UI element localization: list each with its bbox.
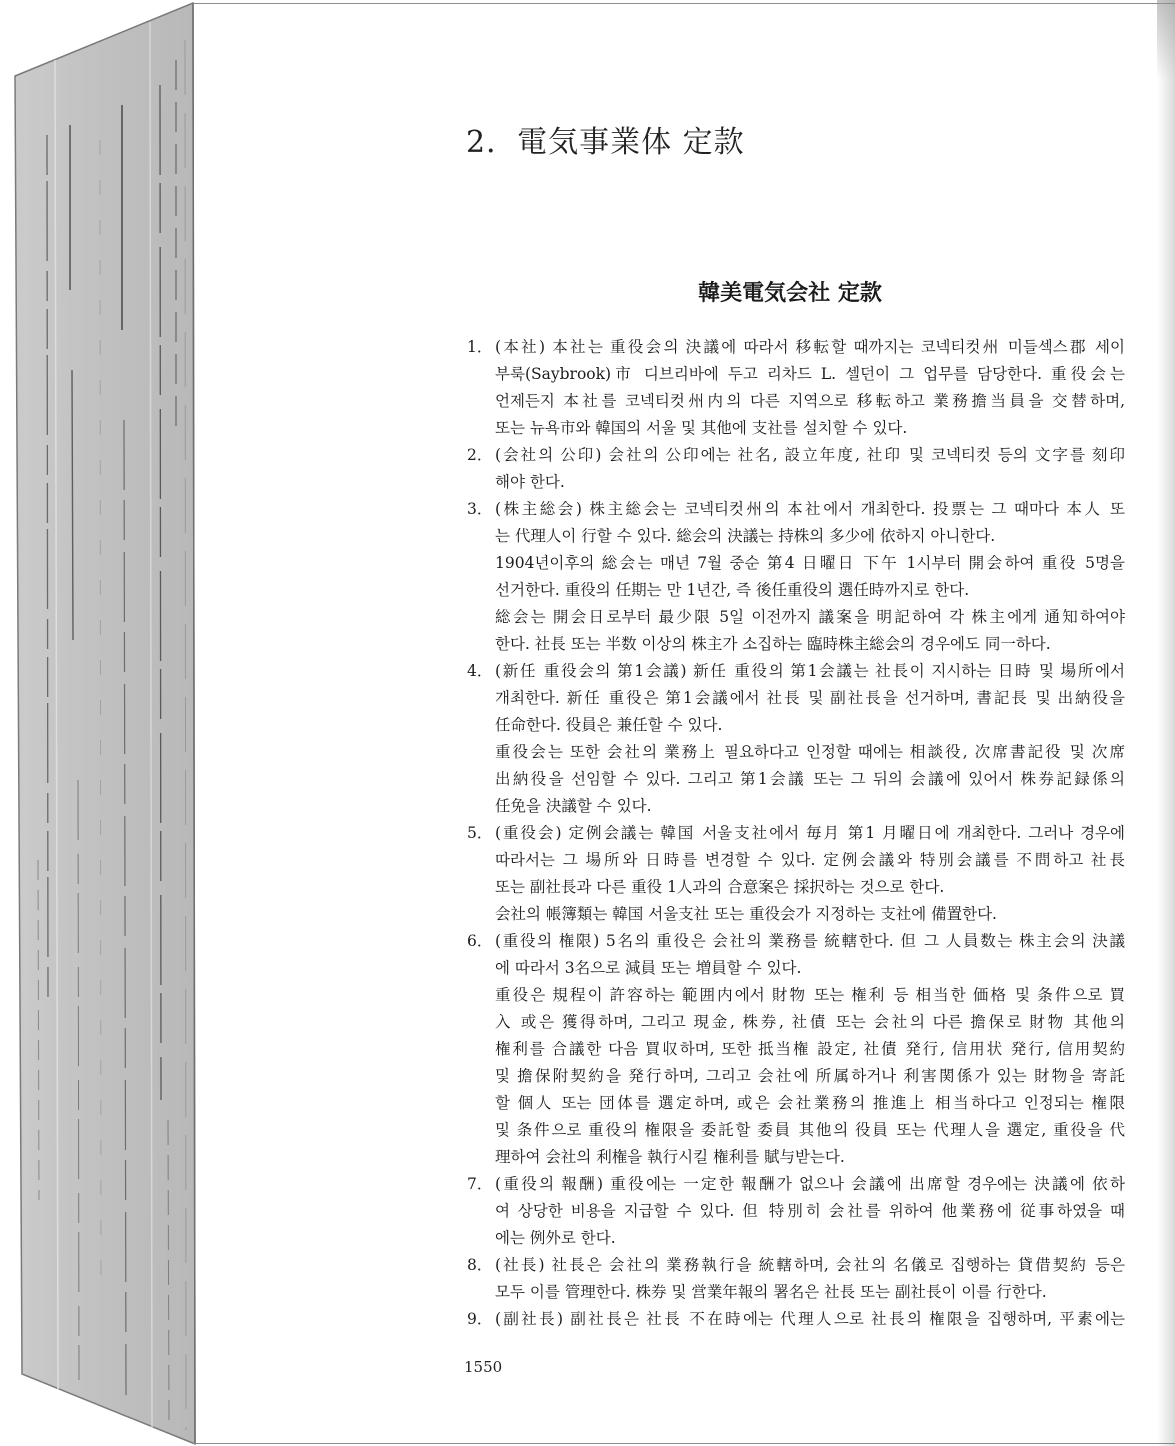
article-line: 또는 뉴욕市와 韓国의 서울 및 其他에 支社를 설치할 수 있다. [495,419,908,437]
article-line: (新任 重役会의 第1会議) 新任 重役의 第1会議는 社長이 지시하는 日時 및 場所에서 [495,662,1125,680]
article-line: 에는 例外로 한다. [495,1229,616,1247]
article-line: 따라서는 그 場所와 日時를 변경할 수 있다. 定例会議와 特別会議를 不問하고 社長 [495,851,1125,869]
article-number: 1． [467,338,493,356]
article-line: 한다. 社長 또는 半数 이상의 株主가 소집하는 臨時株主総会의 경우에도 同一하다. [495,635,1051,653]
article-line: (本社) 本社는 重役会의 決議에 따라서 移転할 때까지는 코넥티컷州 미들섹스郡 세이 [495,338,1125,356]
article-line: 개최한다. 新任 重役은 第1会議에서 社長 및 副社長을 선거하며, 書記長 및 出納役을 [495,689,1125,707]
article-number: 7． [467,1175,493,1193]
article-line: 任免을 決議할 수 있다. [495,797,652,815]
article-7 [462,1171,1125,1252]
article-line: 会社의 帳簿類는 韓国 서울支社 또는 重役会가 지정하는 支社에 備置한다. [495,905,997,923]
article-8 [462,1252,1125,1306]
article-line: 에 따라서 3名으로 減員 또는 増員할 수 있다. [495,959,802,977]
article-4 [462,658,1125,820]
page-stack-edge [0,0,200,1446]
article-6 [462,928,1125,1171]
document-heading: 韓美電気会社 定款 [698,280,882,306]
article-number: 6． [467,932,493,950]
page-edge-shadow [1157,0,1175,1446]
article-line: (副社長) 副社長은 社長 不在時에는 代理人으로 社長의 権限을 집행하며, 平素에는 [495,1310,1125,1328]
article-line: 権利를 合議한 다음 買収하며, 또한 抵当権 設定, 社債 発行, 信用状 発行, 信用契約 [495,1040,1125,1058]
article-line: 및 擔保附契約을 発行하며, 그리고 会社에 所属하거나 利害関係가 있는 財物을 寄託 [495,1067,1125,1085]
page-edge-shadow-top [1157,0,1175,80]
article-9 [462,1306,1125,1333]
page-number: 1550 [464,1358,503,1376]
article-line: 선거한다. 重役의 任期는 만 1년간, 즉 後任重役의 選任時까지로 한다. [495,581,970,599]
article-line: 여 상당한 비용을 지급할 수 있다. 但 特別히 会社를 위하여 他業務에 従事하였을 때 [495,1202,1125,1220]
article-line: 総会는 開会日로부터 最少限 5일 이전까지 議案을 明記하여 각 株主에게 通知하여야 [495,608,1125,626]
articles-body [462,334,1125,1333]
article-line: 重役은 規程이 許容하는 範囲内에서 財物 또는 権利 등 相当한 価格 및 条件으로 買 [495,986,1125,1004]
article-line: (重役의 報酬) 重役에는 一定한 報酬가 없으나 会議에 出席할 경우에는 決議에 依하 [495,1175,1125,1193]
article-text [495,442,1125,496]
article-1 [462,334,1125,442]
article-3 [462,496,1125,658]
article-text [495,658,1125,820]
article-5 [462,820,1125,928]
article-line: 는 代理人이 行할 수 있다. 総会의 決議는 持株의 多少에 依하지 아니한다. [495,527,996,545]
article-line: 할 個人 또는 団体를 選定하며, 或은 会社業務의 推進上 相当하다고 인정되는 権限 [495,1094,1125,1112]
article-line: 부룩(Saybrook)市 디브리바에 두고 리차드 L. 셀던이 그 업무를 담당한다. 重役会는 [495,365,1125,383]
article-line: 언제든지 本社를 코넥티컷州内의 다른 지역으로 移転하고 業務擔当員을 交替하며, [495,392,1125,410]
article-text [495,1171,1125,1252]
article-number: 9． [467,1310,493,1328]
article-line: 入 或은 獲得하며, 그리고 現金, 株券, 社債 또는 会社의 다른 擔保로 財物 其他의 [495,1013,1125,1031]
article-line: 및 条件으로 重役의 権限을 委託할 委員 其他의 役員 또는 代理人을 選定, 重役을 代 [495,1121,1125,1139]
article-number: 5． [467,824,493,842]
article-text [495,334,1125,442]
article-line: (社長) 社長은 会社의 業務執行을 統轄하며, 会社의 名儀로 집행하는 貸借契約 등은 [495,1256,1125,1274]
article-number: 4． [467,662,493,680]
article-2 [462,442,1125,496]
article-line: 또는 副社長과 다른 重役 1人과의 合意案은 採択하는 것으로 한다. [495,878,945,896]
article-text [495,1306,1125,1333]
article-text [495,1252,1125,1306]
article-line: 모두 이를 管理한다. 株券 및 営業年報의 署名은 社長 또는 副社長이 이를 行한다. [495,1283,1047,1301]
article-line: (重役会) 定例会議는 韓国 서울支社에서 毎月 第1 月曜日에 개최한다. 그러나 경우에 [495,824,1125,842]
article-text [495,496,1125,658]
article-line: 出納役을 선임할 수 있다. 그리고 第1会議 또는 그 뒤의 会議에 있어서 株券記録係의 [495,770,1125,788]
article-text [495,928,1125,1171]
article-number: 8． [467,1256,493,1274]
article-line: 1904년이후의 総会는 매년 7월 중순 第4 日曜日 下午 1시부터 開会하여 重役 5명을 [495,554,1125,572]
article-line: (株主総会) 株主総会는 코넥티컷州의 本社에서 개최한다. 投票는 그 때마다 本人 또 [495,500,1125,518]
section-title: 2．電気事業体 定款 [466,125,745,160]
article-line: 任命한다. 役員은 兼任할 수 있다. [495,716,723,734]
article-line: 해야 한다. [495,473,565,491]
article-line: (会社의 公印) 会社의 公印에는 社名, 設立年度, 社印 및 코넥티컷 등의 文字를 刻印 [495,446,1125,464]
article-number: 2． [467,446,493,464]
article-line: (重役의 権限) 5名의 重役은 会社의 業務를 統轄한다. 但 그 人員数는 株主会의 決議 [495,932,1125,950]
article-number: 3． [467,500,493,518]
article-text [495,820,1125,928]
article-line: 理하여 会社의 利権을 執行시킬 権利를 賦与받는다. [495,1148,845,1166]
article-line: 重役会는 또한 会社의 業務上 필요하다고 인정할 때에는 相談役, 次席書記役 및 次席 [495,743,1125,761]
